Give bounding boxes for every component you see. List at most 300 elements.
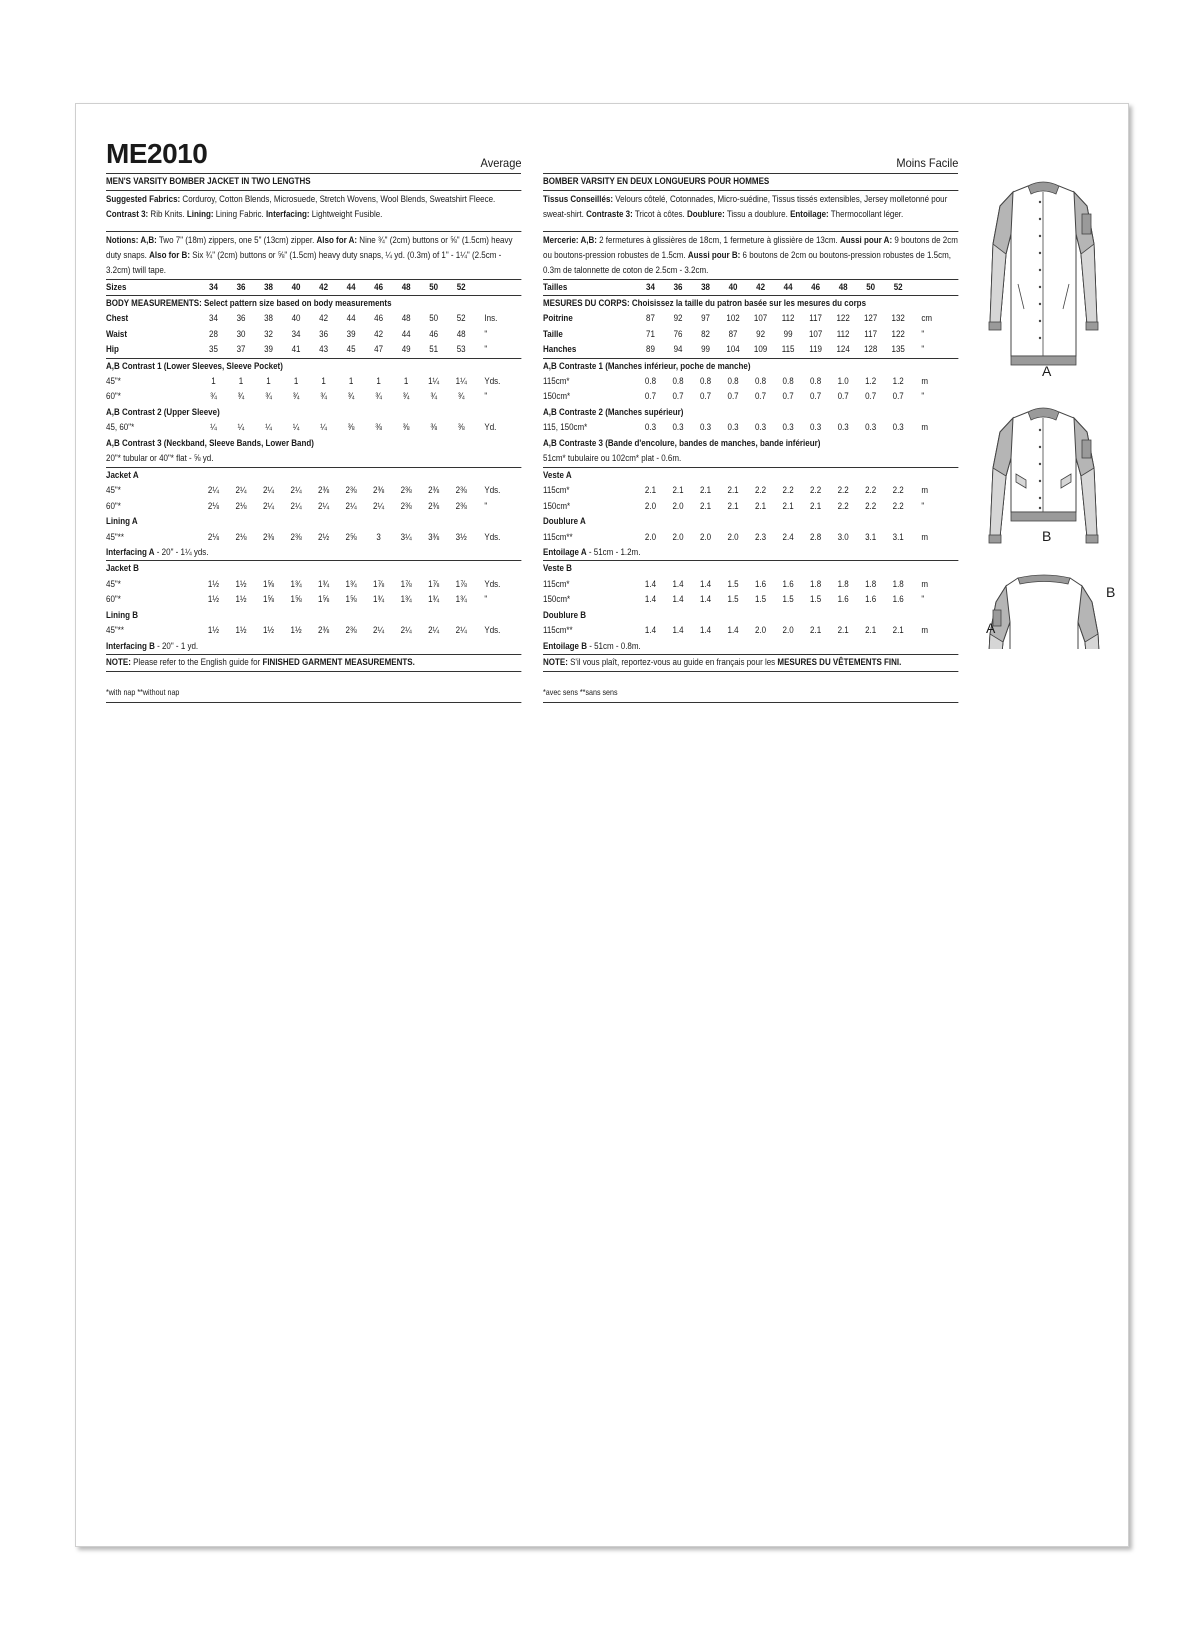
fr-yardage-text: 51cm* tubulaire ou 102cm* plat - 0.6m.: [543, 453, 682, 464]
fr-section-heading: MESURES DU CORPS: Choisissez la taille du patron basée sur les mesures du corps: [543, 297, 867, 308]
fr-cell: 0.7: [699, 391, 712, 402]
en-title: MEN'S VARSITY BOMBER JACKET IN TWO LENGTHS: [106, 176, 311, 186]
en-cell: 3⅜: [428, 531, 440, 542]
fr-section-heading: Veste A: [543, 469, 572, 480]
fr-data-row: [543, 499, 958, 514]
en-cell: ¾: [320, 391, 327, 402]
en-row-label: Waist: [106, 328, 128, 339]
back-view-label-b: B: [1106, 584, 1116, 600]
en-cell: ¾: [375, 391, 382, 402]
en-fabrics-part: Rib Knits.: [148, 208, 187, 219]
en-footnote-rule: [106, 702, 521, 703]
fr-cell: 1.6: [837, 594, 849, 605]
fr-section-heading: Doublure A: [543, 516, 586, 527]
fr-cell: 1.4: [699, 625, 712, 636]
en-cell: 3: [376, 531, 381, 542]
fr-notions: [543, 232, 958, 279]
fr-interfacing-value: - 51cm - 0.8m.: [586, 640, 641, 651]
en-row-label: 60"*: [106, 500, 121, 511]
en-size-36: 36: [236, 281, 246, 292]
fr-cell: 87: [646, 313, 655, 324]
en-row-label: 60"*: [106, 391, 121, 402]
en-notions-part: Six ¾" (2cm) buttons or ⅝" (1.5cm) heavy duty snaps, ¼ yd. (0.3m) of 1" - 1¼" (2.5cm - 3.2cm) twill tape.: [106, 250, 502, 276]
fr-note: [543, 655, 958, 671]
en-row-label: 45"*: [106, 578, 121, 589]
en-cell: 2⅜: [400, 485, 412, 496]
fr-row-label: 150cm*: [543, 391, 571, 402]
en-cell: 51: [429, 344, 439, 355]
fr-interfacing-label: Entoilage B: [543, 640, 587, 651]
fr-fabrics-part: Thermocollant léger.: [828, 208, 904, 219]
fr-cell: 1.5: [810, 594, 822, 605]
en-cell: 2⅛: [207, 500, 220, 511]
en-cell: ¾: [292, 391, 300, 402]
fr-cell: 2.8: [810, 531, 822, 542]
en-spacer: [106, 222, 521, 231]
en-cell: 2⅜: [290, 531, 302, 542]
en-interfacing-value: - 20" - 1 yd.: [154, 640, 199, 651]
en-cell: ¾: [347, 391, 355, 402]
en-cell: 2¼: [400, 625, 412, 636]
fr-cell: 71: [646, 328, 655, 339]
fr-cell: 2.1: [837, 625, 849, 636]
english-body: [106, 173, 521, 703]
fr-notions-part: 6 boutons de 2cm ou boutons-pression robustes de 1.5cm, 0.3m de talonnette de coton de 2.5cm - 3.2cm.: [543, 250, 951, 276]
fr-cell: 2.2: [810, 485, 822, 496]
fr-cell: 2.1: [810, 625, 822, 636]
en-cell: 2⅜: [428, 500, 440, 511]
en-cell: 2⅜: [345, 625, 357, 636]
en-cell: 1½: [207, 625, 220, 636]
fr-cell: 0.3: [892, 422, 904, 433]
en-cell: ¾: [430, 391, 437, 402]
en-cell: 30: [236, 328, 246, 339]
fr-cell: 0.3: [672, 422, 684, 433]
en-fabrics-part: Lightweight Fusible.: [309, 208, 383, 219]
fr-cell: 1.5: [727, 578, 739, 589]
fr-cell: 2.0: [644, 531, 657, 542]
fr-cell: 1.2: [865, 376, 877, 387]
fr-cell: 128: [863, 344, 878, 355]
fr-cell: 1.6: [865, 594, 877, 605]
en-cell: 1⅞: [373, 578, 385, 589]
en-data-row: [106, 499, 521, 514]
fr-unit: m: [921, 376, 929, 387]
en-cell: 1½: [290, 625, 302, 636]
fr-cell: 2.2: [837, 485, 849, 496]
fr-cell: 0.8: [755, 376, 767, 387]
en-unit: ": [484, 500, 488, 511]
fr-cell: 1.0: [837, 376, 849, 387]
fr-unit: m: [921, 422, 929, 433]
fr-cell: 2.1: [727, 485, 739, 496]
fr-cell: 2.2: [865, 485, 877, 496]
fr-cell: 2.2: [892, 500, 904, 511]
fr-cell: 127: [863, 313, 878, 324]
fr-notions-part: Aussi pour A:: [839, 234, 893, 245]
fr-note-text: S'il vous plaît, reportez-vous au guide en français pour les: [567, 657, 778, 668]
fr-cell: 2.0: [672, 531, 684, 542]
en-cell: 49: [401, 344, 411, 355]
fr-spacer: [543, 222, 958, 231]
fr-row-label: 150cm*: [543, 500, 571, 511]
fr-cell: 2.0: [672, 500, 684, 511]
fr-notions-part: 2 fermetures à glissières de 18cm, 1 fermeture à glissière de 13cm.: [596, 234, 840, 245]
fr-cell: 0.8: [782, 376, 794, 387]
fr-cell: 0.8: [699, 376, 712, 387]
en-row-label: 45"**: [106, 531, 124, 542]
pattern-envelope-back: [75, 103, 1129, 1547]
fr-fabrics-part: Velours côtelé, Cotonnades, Micro-suédine, Tissus tissés extensibles, Jersey molletonné pour sweat-shirt.: [543, 193, 948, 219]
fr-cell: 2.0: [727, 531, 739, 542]
fr-interfacing-label: Entoilage A: [543, 546, 587, 557]
back-view-drawing: [986, 575, 1102, 649]
en-section-heading: BODY MEASUREMENTS: Select pattern size based on body measurements: [106, 297, 392, 308]
en-cell: 2⅜: [262, 531, 275, 542]
fr-cell: 0.3: [782, 422, 794, 433]
en-cell: 1⅞: [428, 578, 440, 589]
en-cell: 2⅜: [428, 485, 440, 496]
en-cell: 2⅜: [373, 485, 385, 496]
en-section-heading: A,B Contrast 1 (Lower Sleeves, Sleeve Pocket): [106, 360, 283, 371]
en-row-label: Chest: [106, 313, 129, 324]
en-cell: 1¼: [428, 376, 440, 387]
fr-section-heading: A,B Contraste 3 (Bande d'encolure, bandes de manches, bande inférieur): [543, 437, 821, 448]
fr-unit: ": [921, 594, 925, 605]
en-cell: 46: [429, 328, 439, 339]
en-cell: 47: [374, 344, 384, 355]
fr-cell: 92: [756, 328, 766, 339]
en-cell: 1: [293, 376, 299, 387]
fr-cell: 135: [891, 344, 905, 355]
en-cell: 1⅞: [455, 578, 467, 589]
fr-cell: 1.5: [727, 594, 739, 605]
en-cell: ¼: [237, 422, 245, 433]
fr-cell: 2.1: [755, 500, 767, 511]
en-note-rule: [106, 671, 521, 672]
fr-cell: 87: [728, 328, 738, 339]
fr-cell: 1.6: [892, 594, 904, 605]
fr-cell: 1.6: [782, 578, 794, 589]
en-size-46: 46: [374, 281, 384, 292]
fr-section-heading: A,B Contraste 2 (Manches supérieur): [543, 406, 684, 417]
en-cell: 1: [403, 376, 409, 387]
technical-drawings: [978, 174, 1118, 649]
fr-cell: 112: [836, 328, 850, 339]
en-cell: ⅜: [375, 422, 382, 433]
fr-cell: 92: [673, 313, 683, 324]
en-cell: 2½: [318, 531, 330, 542]
en-cell: 2⅜: [318, 625, 330, 636]
fr-data-row: [543, 623, 958, 638]
en-cell: 1¾: [373, 594, 385, 605]
en-cell: ¼: [320, 422, 327, 433]
fr-cell: 1.6: [755, 578, 767, 589]
fr-size-34: 34: [646, 281, 655, 292]
en-data-row: [106, 311, 521, 326]
en-cell: 1½: [235, 578, 247, 589]
en-cell: 2⅜: [345, 485, 357, 496]
en-cell: ¾: [402, 391, 410, 402]
en-size-50: 50: [429, 281, 439, 292]
en-cell: 44: [401, 328, 411, 339]
en-cell: ¼: [292, 422, 300, 433]
fr-note-label: NOTE:: [543, 657, 568, 668]
en-unit: Yds.: [484, 625, 501, 636]
fr-cell: 1.4: [672, 625, 684, 636]
en-cell: 36: [236, 313, 246, 324]
fr-size-42: 42: [756, 281, 766, 292]
back-view-label-a: A: [986, 620, 996, 636]
fr-cell: 0.7: [865, 391, 877, 402]
en-cell: ⅜: [347, 422, 355, 433]
en-cell: 43: [319, 344, 329, 355]
fr-unit: m: [921, 531, 929, 542]
en-sizes-label: Sizes: [106, 281, 127, 292]
fr-cell: 2.2: [837, 500, 849, 511]
fr-cell: 0.7: [837, 391, 849, 402]
en-fabrics-part: Lining:: [186, 208, 214, 219]
en-cell: 53: [456, 344, 466, 355]
fr-cell: 1.4: [672, 594, 684, 605]
en-cell: 34: [209, 313, 218, 324]
fr-interfacing-value: - 51cm - 1.2m.: [586, 546, 641, 557]
fr-data-row: [543, 577, 958, 592]
fr-cell: 122: [891, 328, 905, 339]
view-b-front-drawing: [989, 408, 1098, 543]
fr-unit: ": [921, 328, 925, 339]
fr-row-label: 115cm*: [543, 578, 570, 589]
fr-cell: 107: [808, 328, 823, 339]
fr-unit: m: [921, 578, 929, 589]
en-cell: 2¼: [318, 500, 330, 511]
fr-size-48: 48: [838, 281, 848, 292]
fr-data-row: [543, 530, 958, 545]
fr-size-36: 36: [673, 281, 683, 292]
fr-unit: cm: [921, 313, 933, 324]
en-section-heading: A,B Contrast 3 (Neckband, Sleeve Bands, Lower Band): [106, 437, 314, 448]
en-cell: 2¼: [455, 625, 467, 636]
en-cell: 34: [291, 328, 301, 339]
en-cell: 2¼: [235, 485, 247, 496]
en-cell: 35: [209, 344, 218, 355]
fr-cell: 0.7: [755, 391, 767, 402]
en-section-heading: Jacket B: [106, 563, 139, 574]
en-unit: Ins.: [484, 313, 498, 324]
fr-cell: 99: [701, 344, 710, 355]
fr-cell: 0.3: [727, 422, 739, 433]
fr-cell: 97: [701, 313, 710, 324]
en-cell: 1¾: [290, 578, 302, 589]
en-cell: 28: [209, 328, 218, 339]
en-unit: Yds.: [484, 578, 501, 589]
fr-cell: 94: [673, 344, 683, 355]
fr-note-emphasis: MESURES DU VÊTEMENTS FINI.: [777, 657, 902, 668]
fr-cell: 102: [726, 313, 740, 324]
fr-cell: 89: [646, 344, 655, 355]
fr-cell: 107: [753, 313, 768, 324]
en-cell: 50: [429, 313, 439, 324]
fr-row-label: 115cm*: [543, 485, 570, 496]
fr-footnote: *avec sens **sans sens: [543, 686, 618, 697]
en-unit: ": [484, 344, 488, 355]
en-cell: ¾: [237, 391, 245, 402]
en-cell: 2¼: [207, 485, 220, 496]
english-header: [106, 138, 521, 172]
fr-fabrics-part: Contraste 3:: [586, 208, 633, 219]
en-data-row: [106, 389, 521, 404]
fr-cell: 3.1: [865, 531, 877, 542]
fr-row-label: 115cm**: [543, 531, 573, 542]
en-size-42: 42: [319, 281, 329, 292]
fr-cell: 2.1: [810, 500, 822, 511]
en-unit: Yds.: [484, 376, 501, 387]
fr-size-50: 50: [866, 281, 876, 292]
fr-cell: 0.7: [672, 391, 684, 402]
en-cell: 2¼: [262, 485, 275, 496]
en-row-label: 60"*: [106, 594, 121, 605]
en-cell: 1½: [235, 625, 247, 636]
fr-size-44: 44: [783, 281, 793, 292]
en-cell: 2¼: [373, 625, 385, 636]
fr-cell: 2.4: [782, 531, 794, 542]
en-row-label: 45, 60"*: [106, 422, 135, 433]
fr-unit: ": [921, 500, 925, 511]
fr-cell: 115: [781, 344, 795, 355]
en-cell: 2⅜: [318, 485, 330, 496]
en-cell: ⅜: [402, 422, 410, 433]
en-footnote: *with nap **without nap: [106, 686, 180, 697]
en-note-label: NOTE:: [106, 657, 131, 668]
fr-fabrics-part: Tissus Conseillés:: [543, 193, 614, 204]
en-cell: ¼: [265, 422, 272, 433]
en-row-label: 45"*: [106, 485, 121, 496]
fr-cell: 119: [809, 344, 822, 355]
fr-fabrics-part: Entoilage:: [790, 208, 829, 219]
en-cell: 1: [321, 376, 326, 387]
en-cell: 1¾: [318, 578, 330, 589]
en-cell: 2⅜: [455, 500, 467, 511]
en-yardage-text: 20"* tubular or 40"* flat - ⅝ yd.: [106, 453, 214, 464]
en-cell: ¾: [210, 391, 217, 402]
fr-cell: 1.8: [810, 578, 822, 589]
en-unit: ": [484, 328, 488, 339]
fr-cell: 82: [701, 328, 710, 339]
fr-cell: 0.8: [810, 376, 822, 387]
fr-fabrics-part: Doublure:: [686, 208, 725, 219]
en-section-heading: A,B Contrast 2 (Upper Sleeve): [106, 406, 220, 417]
fr-row-label: 115, 150cm*: [543, 422, 588, 433]
fr-cell: 1.4: [727, 625, 739, 636]
en-cell: 1: [211, 376, 216, 387]
en-cell: 2¼: [290, 485, 302, 496]
fr-notions-part: 9 boutons de 2cm ou boutons-pression robustes de 1.5cm.: [543, 234, 958, 261]
fr-unit: m: [921, 485, 929, 496]
en-cell: 3½: [455, 531, 467, 542]
en-data-row: [106, 483, 521, 498]
en-notions-part: Also for B:: [149, 250, 190, 261]
en-cell: 1¾: [400, 594, 412, 605]
fr-cell: 1.4: [699, 594, 712, 605]
fr-cell: 1.4: [672, 578, 684, 589]
fr-cell: 0.3: [865, 422, 877, 433]
fr-cell: 2.0: [782, 625, 794, 636]
en-interfacing-value: - 20" - 1¼ yds.: [154, 546, 209, 557]
fr-cell: 1.5: [755, 594, 767, 605]
fr-unit: m: [921, 625, 929, 636]
en-note-text: Please refer to the English guide for: [130, 657, 263, 668]
en-section-heading: Jacket A: [106, 469, 139, 480]
en-cell: 48: [401, 313, 411, 324]
en-cell: 2¼: [345, 500, 357, 511]
fr-cell: 0.7: [644, 391, 657, 402]
fr-cell: 2.3: [755, 531, 767, 542]
fr-cell: 1.4: [644, 625, 657, 636]
en-cell: 32: [264, 328, 273, 339]
en-cell: 48: [456, 328, 466, 339]
en-cell: 1⅝: [318, 594, 330, 605]
fr-cell: 0.7: [727, 391, 739, 402]
en-sizes-row: [106, 280, 521, 295]
en-cell: 44: [346, 313, 356, 324]
fr-unit: ": [921, 391, 925, 402]
fr-cell: 1.8: [892, 578, 904, 589]
en-unit: Yds.: [484, 485, 501, 496]
en-note-emphasis: FINISHED GARMENT MEASUREMENTS.: [262, 657, 415, 668]
en-cell: 1¾: [345, 578, 357, 589]
fr-data-row: [543, 483, 958, 498]
fr-fabrics-part: Tricot à côtes.: [632, 208, 687, 219]
fr-interfacing-line: [543, 545, 958, 561]
fr-cell: 0.3: [755, 422, 767, 433]
en-unit: Yds.: [484, 531, 501, 542]
fr-row-label: 115cm**: [543, 625, 573, 636]
en-cell: 41: [291, 344, 301, 355]
en-notions-part: Two 7" (18m) zippers, one 5" (13cm) zipper.: [156, 234, 317, 245]
fr-size-40: 40: [728, 281, 738, 292]
fr-cell: 0.3: [699, 422, 712, 433]
en-cell: 1: [376, 376, 381, 387]
en-unit: ": [484, 594, 488, 605]
en-cell: 2¼: [262, 500, 275, 511]
fr-interfacing-line: [543, 639, 958, 655]
en-cell: 2¼: [290, 500, 302, 511]
fr-row-label: Taille: [543, 328, 563, 339]
view-b-label: B: [1042, 528, 1052, 544]
en-interfacing-line: [106, 639, 521, 655]
fr-cell: 2.1: [644, 485, 657, 496]
en-cell: 1⅝: [262, 578, 275, 589]
fr-fabrics-part: Tissu a doublure.: [724, 208, 791, 219]
en-section-heading: Lining B: [106, 609, 138, 620]
fr-cell: 3.0: [837, 531, 849, 542]
fr-cell: 0.3: [644, 422, 657, 433]
fr-cell: 2.1: [672, 485, 684, 496]
en-cell: 2¼: [373, 500, 385, 511]
en-fabrics: [106, 191, 521, 222]
fr-section-heading: Doublure B: [543, 609, 587, 620]
fr-sizes-label: Tailles: [543, 281, 568, 292]
en-cell: 1⅞: [400, 578, 412, 589]
fr-cell: 1.4: [644, 578, 657, 589]
en-data-row: [106, 342, 521, 357]
fr-cell: 2.0: [755, 625, 767, 636]
fr-cell: 2.2: [892, 485, 904, 496]
fr-cell: 0.7: [892, 391, 904, 402]
en-cell: ¾: [457, 391, 465, 402]
en-cell: 1½: [235, 594, 247, 605]
en-cell: 1½: [262, 625, 275, 636]
